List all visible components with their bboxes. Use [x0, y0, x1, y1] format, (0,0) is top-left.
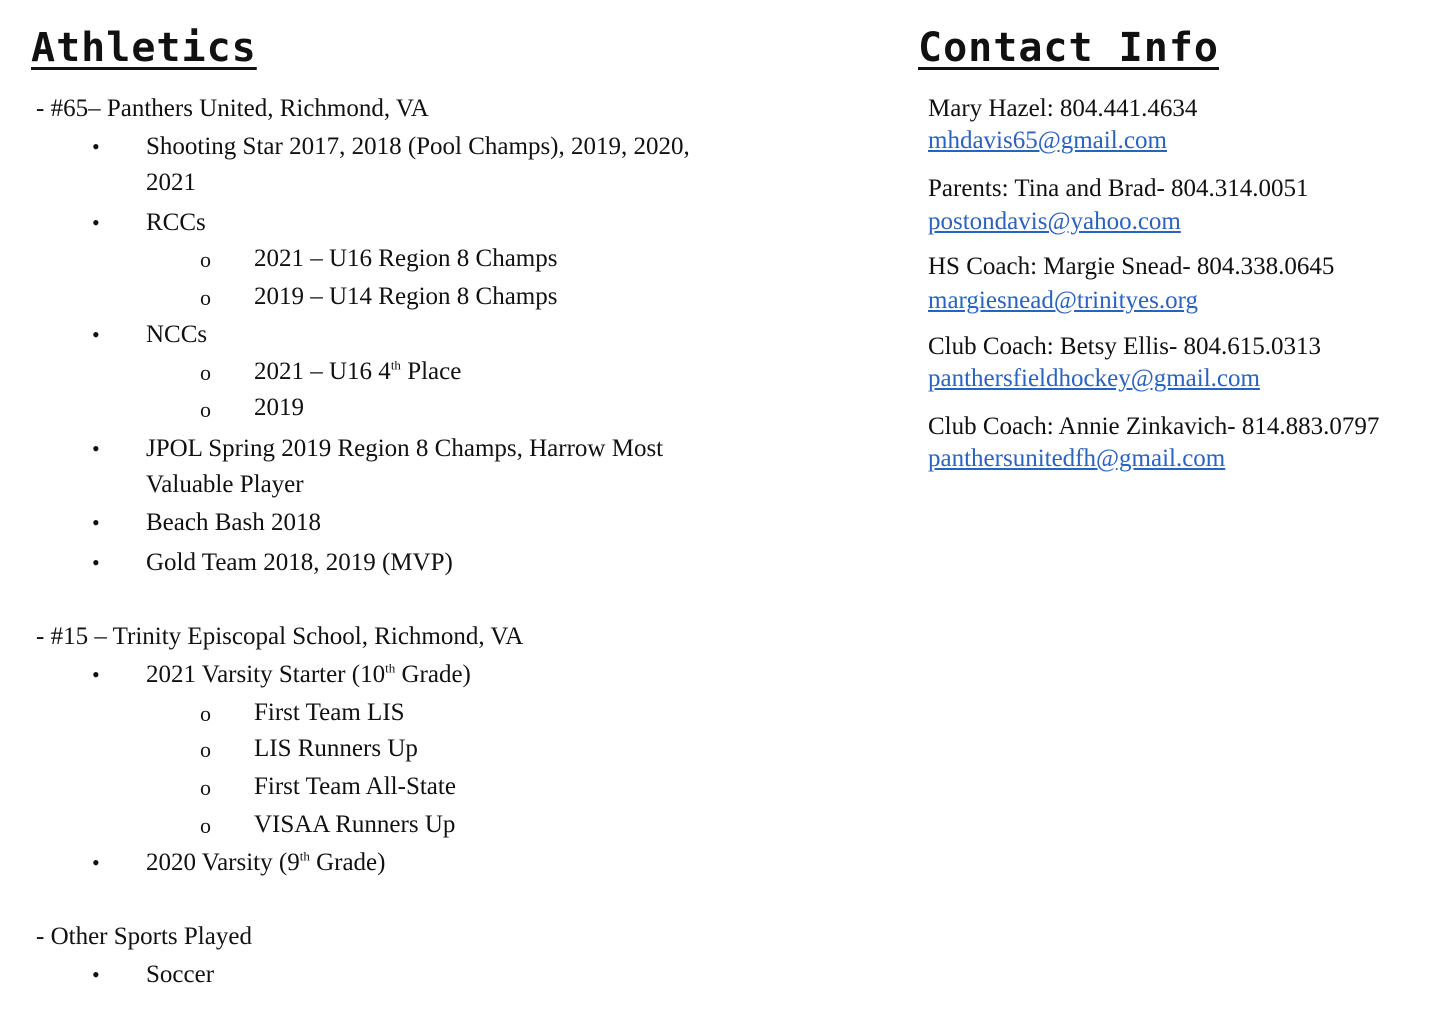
sub-item-lis-runners-up: LIS Runners Up [254, 735, 418, 762]
list-item-shooting-star-cont: 2021 [146, 169, 196, 196]
sub-bullet-icon: o [200, 360, 211, 385]
sub-bullet-icon: o [200, 285, 211, 310]
sub-bullet-icon: o [200, 813, 211, 838]
list-item-varsity-2020: 2020 Varsity (9th Grade) [146, 848, 386, 876]
list-item-shooting-star: Shooting Star 2017, 2018 (Pool Champs), 2019, 2020, [146, 133, 690, 160]
email-link-postondavis[interactable]: postondavis@yahoo.com [928, 208, 1181, 235]
bullet-icon: • [92, 436, 100, 461]
section-panthers-united-title: - #65– Panthers United, Richmond, VA [36, 95, 429, 122]
list-item-varsity-2021: 2021 Varsity Starter (10th Grade) [146, 660, 471, 688]
email-link-margiesnead[interactable]: margiesnead@trinityes.org [928, 287, 1198, 314]
contact-mary-hazel: Mary Hazel: 804.441.4634 [928, 95, 1198, 122]
athletics-heading: Athletics [31, 25, 257, 71]
contact-parents: Parents: Tina and Brad- 804.314.0051 [928, 175, 1309, 202]
section-other-sports-title: - Other Sports Played [36, 923, 252, 950]
list-item-jpol-cont: Valuable Player [146, 471, 304, 498]
email-link-panthersfieldhockey[interactable]: panthersfieldhockey@gmail.com [928, 365, 1260, 392]
list-item-gold-team: Gold Team 2018, 2019 (MVP) [146, 549, 453, 576]
contact-hs-coach: HS Coach: Margie Snead- 804.338.0645 [928, 253, 1335, 280]
sub-item-nccs-2019: 2019 [254, 394, 304, 421]
bullet-icon: • [92, 510, 100, 535]
list-item-jpol: JPOL Spring 2019 Region 8 Champs, Harrow Most [146, 435, 664, 462]
sub-item-visaa-runners-up: VISAA Runners Up [254, 811, 456, 838]
sub-item-first-team-lis: First Team LIS [254, 699, 405, 726]
bullet-icon: • [92, 850, 100, 875]
sub-bullet-icon: o [200, 737, 211, 762]
bullet-icon: • [92, 962, 100, 987]
sub-item-all-state: First Team All-State [254, 773, 456, 800]
sub-bullet-icon: o [200, 397, 211, 422]
list-item-beach-bash: Beach Bash 2018 [146, 509, 321, 536]
sub-bullet-icon: o [200, 775, 211, 800]
contact-club-coach-ellis: Club Coach: Betsy Ellis- 804.615.0313 [928, 333, 1322, 360]
email-link-mhdavis65[interactable]: mhdavis65@gmail.com [928, 127, 1167, 154]
bullet-icon: • [92, 662, 100, 687]
sub-item-rccs-2019: 2019 – U14 Region 8 Champs [254, 283, 558, 310]
bullet-icon: • [92, 322, 100, 347]
section-trinity-title: - #15 – Trinity Episcopal School, Richmond, VA [36, 623, 524, 650]
bullet-icon: • [92, 210, 100, 235]
sub-bullet-icon: o [200, 701, 211, 726]
bullet-icon: • [92, 134, 100, 159]
list-item-nccs: NCCs [146, 321, 208, 348]
list-item-soccer: Soccer [146, 961, 215, 988]
sub-item-rccs-2021: 2021 – U16 Region 8 Champs [254, 245, 558, 272]
contact-info-heading: Contact Info [918, 25, 1219, 71]
bullet-icon: • [92, 550, 100, 575]
list-item-rccs: RCCs [146, 209, 206, 236]
sub-bullet-icon: o [200, 247, 211, 272]
sub-item-nccs-2021: 2021 – U16 4th Place [254, 357, 462, 385]
contact-club-coach-zinkavich: Club Coach: Annie Zinkavich- 814.883.0797 [928, 413, 1380, 440]
email-link-panthersunitedfh[interactable]: panthersunitedfh@gmail.com [928, 445, 1226, 472]
